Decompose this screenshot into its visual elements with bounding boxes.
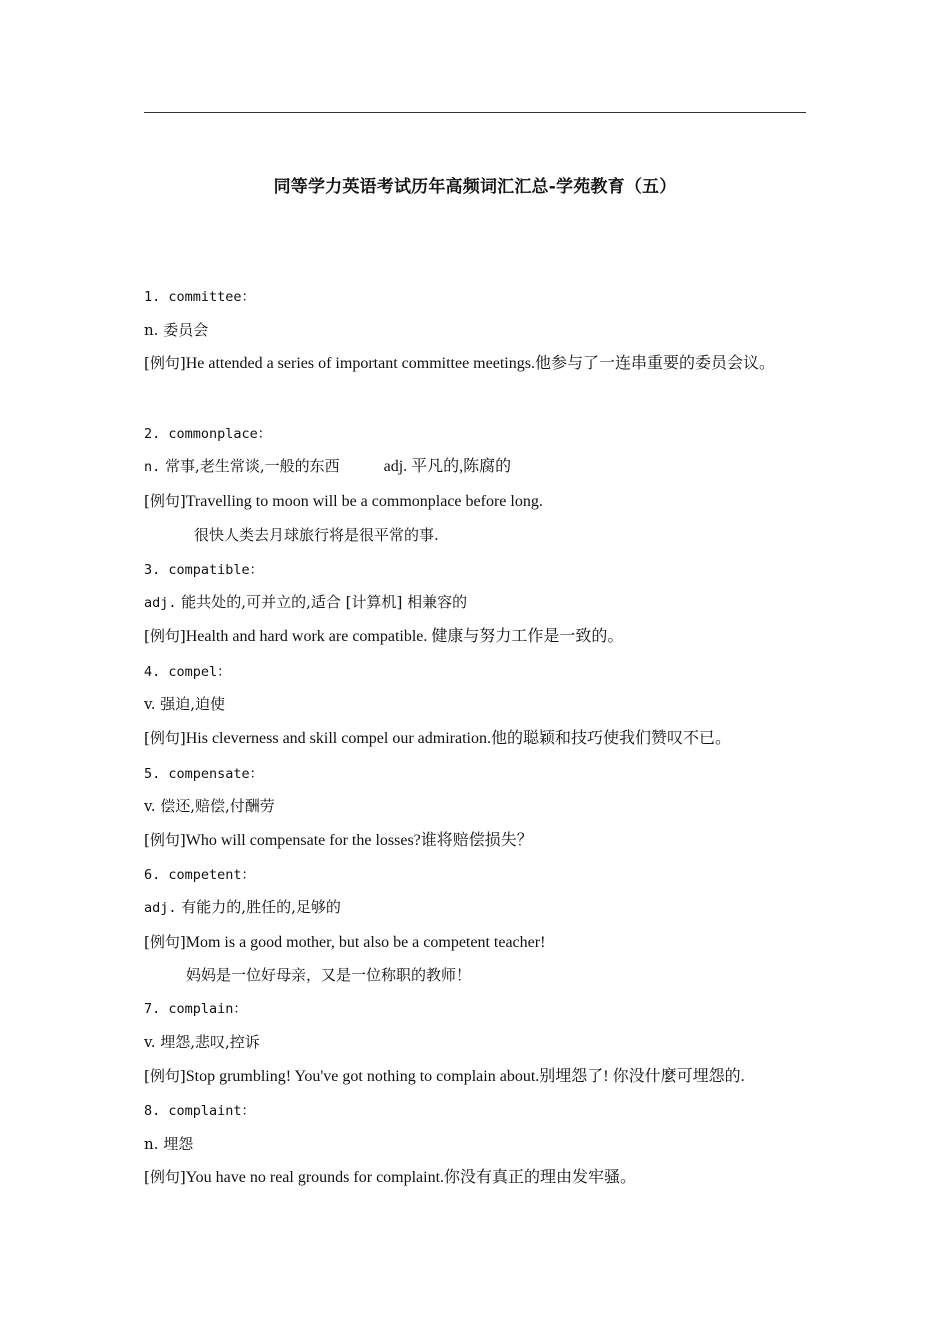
entry-example bbox=[144, 932, 545, 953]
entry-definition: n. 委员会 bbox=[144, 321, 209, 339]
example-tag: [例句] bbox=[144, 627, 186, 645]
definition-text: 有能力的,胜任的,足够的 bbox=[181, 898, 341, 916]
entry-definition bbox=[144, 592, 467, 613]
entry-head: 6. competent： bbox=[144, 867, 256, 883]
example-tag: [例句] bbox=[144, 729, 186, 747]
entry-definition: v. 埋怨,悲叹,控诉 bbox=[144, 1033, 260, 1051]
entry-example bbox=[144, 1167, 636, 1188]
definition-pos: adj. bbox=[144, 595, 177, 611]
example-text: Stop grumbling! You've got nothing to complain about.别埋怨了! 你没什麼可埋怨的. bbox=[185, 1068, 745, 1085]
entry-example bbox=[144, 728, 731, 749]
entry-example bbox=[144, 626, 623, 647]
entry-definition: v. 偿还,赔偿,付酬劳 bbox=[144, 797, 275, 815]
entry-head: 5. compensate： bbox=[144, 766, 264, 782]
entry-head: 3. compatible： bbox=[144, 562, 264, 578]
example-text: Mom is a good mother, but also be a competent teacher! bbox=[185, 934, 546, 951]
example-tag: [例句] bbox=[144, 1168, 186, 1186]
example-tag: [例句] bbox=[144, 1067, 186, 1085]
example-text: His cleverness and skill compel our admiration.他的聪颖和技巧使我们赞叹不已。 bbox=[185, 730, 731, 747]
entry-definition: v. 强迫,迫使 bbox=[144, 695, 225, 713]
definition-adj: adj. 平凡的,陈腐的 bbox=[383, 458, 512, 475]
entry-head: 2. commonplace： bbox=[144, 426, 272, 442]
entry-example bbox=[144, 830, 533, 851]
entry-definition: n. 埋怨 bbox=[144, 1135, 194, 1153]
definition-pos: adj. bbox=[144, 900, 177, 916]
entry-head: 4. compel： bbox=[144, 664, 231, 680]
example-tag: [例句] bbox=[144, 354, 186, 372]
entry-example bbox=[144, 1066, 745, 1087]
example-text: Who will compensate for the losses?谁将赔偿损失？ bbox=[185, 832, 533, 849]
header-rule bbox=[144, 112, 806, 113]
example-text: Health and hard work are compatible. 健康与努力工作是一致的。 bbox=[185, 628, 624, 645]
entry-head: 7. complain： bbox=[144, 1001, 247, 1017]
entry-head: 1. committee： bbox=[144, 289, 256, 305]
page-title: 同等学力英语考试历年高频词汇汇总-学苑教育（五） bbox=[273, 177, 677, 197]
entry-definition bbox=[144, 897, 341, 918]
entry-example bbox=[144, 353, 775, 374]
example-translation: 妈妈是一位好母亲，又是一位称职的教师！ bbox=[186, 966, 472, 984]
definition-pos: n. bbox=[144, 459, 161, 475]
example-text: You have no real grounds for complaint.你没有真正的理由发牢骚。 bbox=[185, 1169, 637, 1186]
entry-head: 8. complaint： bbox=[144, 1103, 256, 1119]
definition-text: 能共处的,可并立的,适合 [计算机] 相兼容的 bbox=[181, 593, 468, 611]
example-text: Travelling to moon will be a commonplace before long. bbox=[185, 493, 543, 510]
example-translation: 很快人类去月球旅行将是很平常的事. bbox=[194, 526, 439, 544]
example-tag: [例句] bbox=[144, 933, 186, 951]
example-tag: [例句] bbox=[144, 492, 186, 510]
entry-example bbox=[144, 491, 543, 512]
entry-definition bbox=[144, 456, 511, 477]
example-tag: [例句] bbox=[144, 831, 186, 849]
example-text: He attended a series of important committee meetings.他参与了一连串重要的委员会议。 bbox=[185, 355, 775, 372]
definition-text: 常事,老生常谈,一般的东西 bbox=[165, 457, 340, 475]
